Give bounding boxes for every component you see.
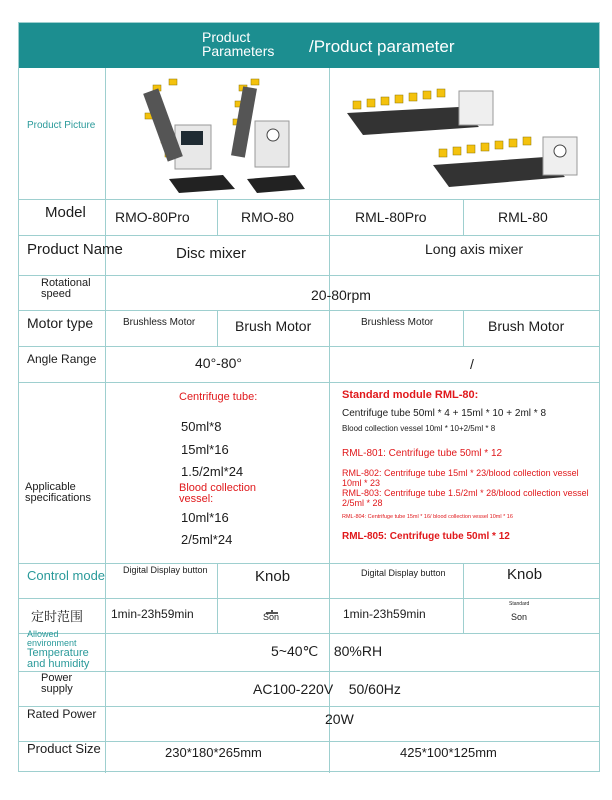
row-divider	[19, 671, 599, 672]
digital-display	[181, 131, 203, 145]
product-name-label: Product Name	[27, 241, 123, 258]
motor-type-label: Motor type	[27, 315, 94, 331]
model-label: Model	[45, 204, 86, 221]
product-size-disc: 230*180*265mm	[165, 745, 262, 760]
control-knob-long: Knob	[507, 566, 543, 583]
row-divider	[19, 633, 599, 634]
model-rmo-80: RMO-80	[241, 209, 294, 225]
long-std-title: Standard module RML-80:	[342, 389, 479, 401]
disc-tube-50: 50ml*8	[181, 419, 222, 434]
motor-brushless-long: Brushless Motor	[361, 317, 434, 328]
header-title-right: /Product parameter	[309, 37, 455, 56]
timer-knob-icon	[265, 603, 279, 607]
row-divider	[19, 346, 599, 347]
speed-value: 20-80rpm	[311, 287, 371, 303]
speed-label: Rotational speed	[41, 277, 91, 300]
long-rml-803: RML-803: Centrifuge tube 1.5/2ml * 28/blood collection vessel 2/5ml * 28	[342, 488, 589, 508]
env-value: 5~40℃ 80%RH	[271, 643, 383, 659]
disc-mixer-base	[169, 175, 235, 193]
row-divider	[19, 706, 599, 707]
col-divider	[217, 199, 218, 235]
timer-range-long: 1min-23h59min	[343, 607, 426, 621]
rated-power-label: Rated Power	[27, 707, 97, 721]
timer-knob-caption: Standard	[509, 601, 530, 607]
long-mixer-control-box	[459, 91, 493, 125]
disc-mixer-picture	[139, 75, 319, 195]
row-divider	[19, 741, 599, 742]
row-divider	[19, 382, 599, 383]
angle-long-value: /	[470, 356, 474, 372]
disc-mixer-base-2	[247, 175, 305, 193]
env-label: Temperature and humidity	[27, 647, 90, 670]
col-divider	[217, 310, 218, 346]
timer-label: 定时范围	[31, 609, 84, 624]
knob-icon-2	[554, 145, 566, 157]
parameter-table	[18, 22, 600, 772]
col-divider	[463, 310, 464, 346]
control-digital-disc: Digital Display button	[123, 565, 208, 575]
col-divider	[329, 68, 330, 773]
angle-label: Angle Range	[27, 352, 97, 366]
product-size-long: 425*100*125mm	[400, 745, 497, 760]
motor-brushless-disc: Brushless Motor	[123, 317, 196, 328]
control-mode-label: Control mode	[27, 568, 106, 583]
row-divider	[19, 598, 599, 599]
disc-vessel-10: 10ml*16	[181, 510, 229, 525]
header-title-left-text: Product Parameters	[202, 29, 275, 59]
timer-son-long: Son	[511, 612, 528, 622]
angle-disc-value: 40°-80°	[195, 355, 243, 371]
row-divider	[19, 199, 599, 200]
timer-son-disc: Son	[263, 612, 280, 622]
long-std-tube: Centrifuge tube 50ml * 4 + 15ml * 10 + 2ml * 8	[342, 408, 547, 419]
picture-label: Product Picture	[27, 120, 96, 131]
header-title-left	[202, 30, 274, 58]
row-divider	[19, 275, 599, 276]
disc-mixer-name: Disc mixer	[176, 245, 246, 262]
model-rmo-80pro: RMO-80Pro	[115, 209, 190, 225]
long-rml-804: RML-804: Centrifuge tube 15ml * 16/ blood collection vessel 10ml * 16	[342, 514, 513, 520]
disc-vessel-title: Blood collection vessel:	[179, 482, 257, 505]
long-std-vessel: Blood collection vessel 10ml * 10+2/5ml * 8	[342, 424, 496, 433]
control-digital-long: Digital Display button	[361, 568, 446, 578]
power-supply-value: AC100-220V 50/60Hz	[253, 681, 401, 697]
product-size-label: Product Size	[27, 741, 101, 756]
motor-brush-disc: Brush Motor	[235, 318, 312, 334]
timer-range-disc: 1min-23h59min	[111, 607, 194, 621]
long-rml-801: RML-801: Centrifuge tube 50ml * 12	[342, 448, 503, 459]
disc-mixer-body-2	[255, 121, 289, 167]
col-divider	[463, 563, 464, 633]
control-knob-disc: Knob	[255, 568, 291, 585]
row-divider	[19, 310, 599, 311]
disc-vessel-small: 2/5ml*24	[181, 532, 233, 547]
long-rml-802: RML-802: Centrifuge tube 15ml * 23/blood collection vessel 10ml * 23	[342, 468, 579, 488]
env-label-top: Allowed environment	[27, 629, 77, 648]
disc-tube-title: Centrifuge tube:	[179, 391, 258, 403]
table-header	[19, 23, 599, 68]
spec-label: Applicable specifications	[25, 481, 92, 504]
model-rml-80pro: RML-80Pro	[355, 209, 427, 225]
row-divider	[19, 235, 599, 236]
power-supply-label: Power supply	[41, 672, 73, 695]
rated-power-value: 20W	[325, 711, 354, 727]
col-divider	[217, 563, 218, 633]
col-divider	[463, 199, 464, 235]
disc-tube-15: 15ml*16	[181, 442, 229, 457]
motor-brush-long: Brush Motor	[488, 318, 565, 334]
knob-icon	[267, 129, 279, 141]
row-divider	[19, 563, 599, 564]
model-rml-80: RML-80	[498, 209, 548, 225]
long-axis-mixer-picture	[339, 73, 595, 197]
long-rml-805: RML-805: Centrifuge tube 50ml * 12	[342, 531, 510, 542]
disc-tube-small: 1.5/2ml*24	[181, 464, 244, 479]
long-axis-mixer-name: Long axis mixer	[425, 241, 524, 257]
